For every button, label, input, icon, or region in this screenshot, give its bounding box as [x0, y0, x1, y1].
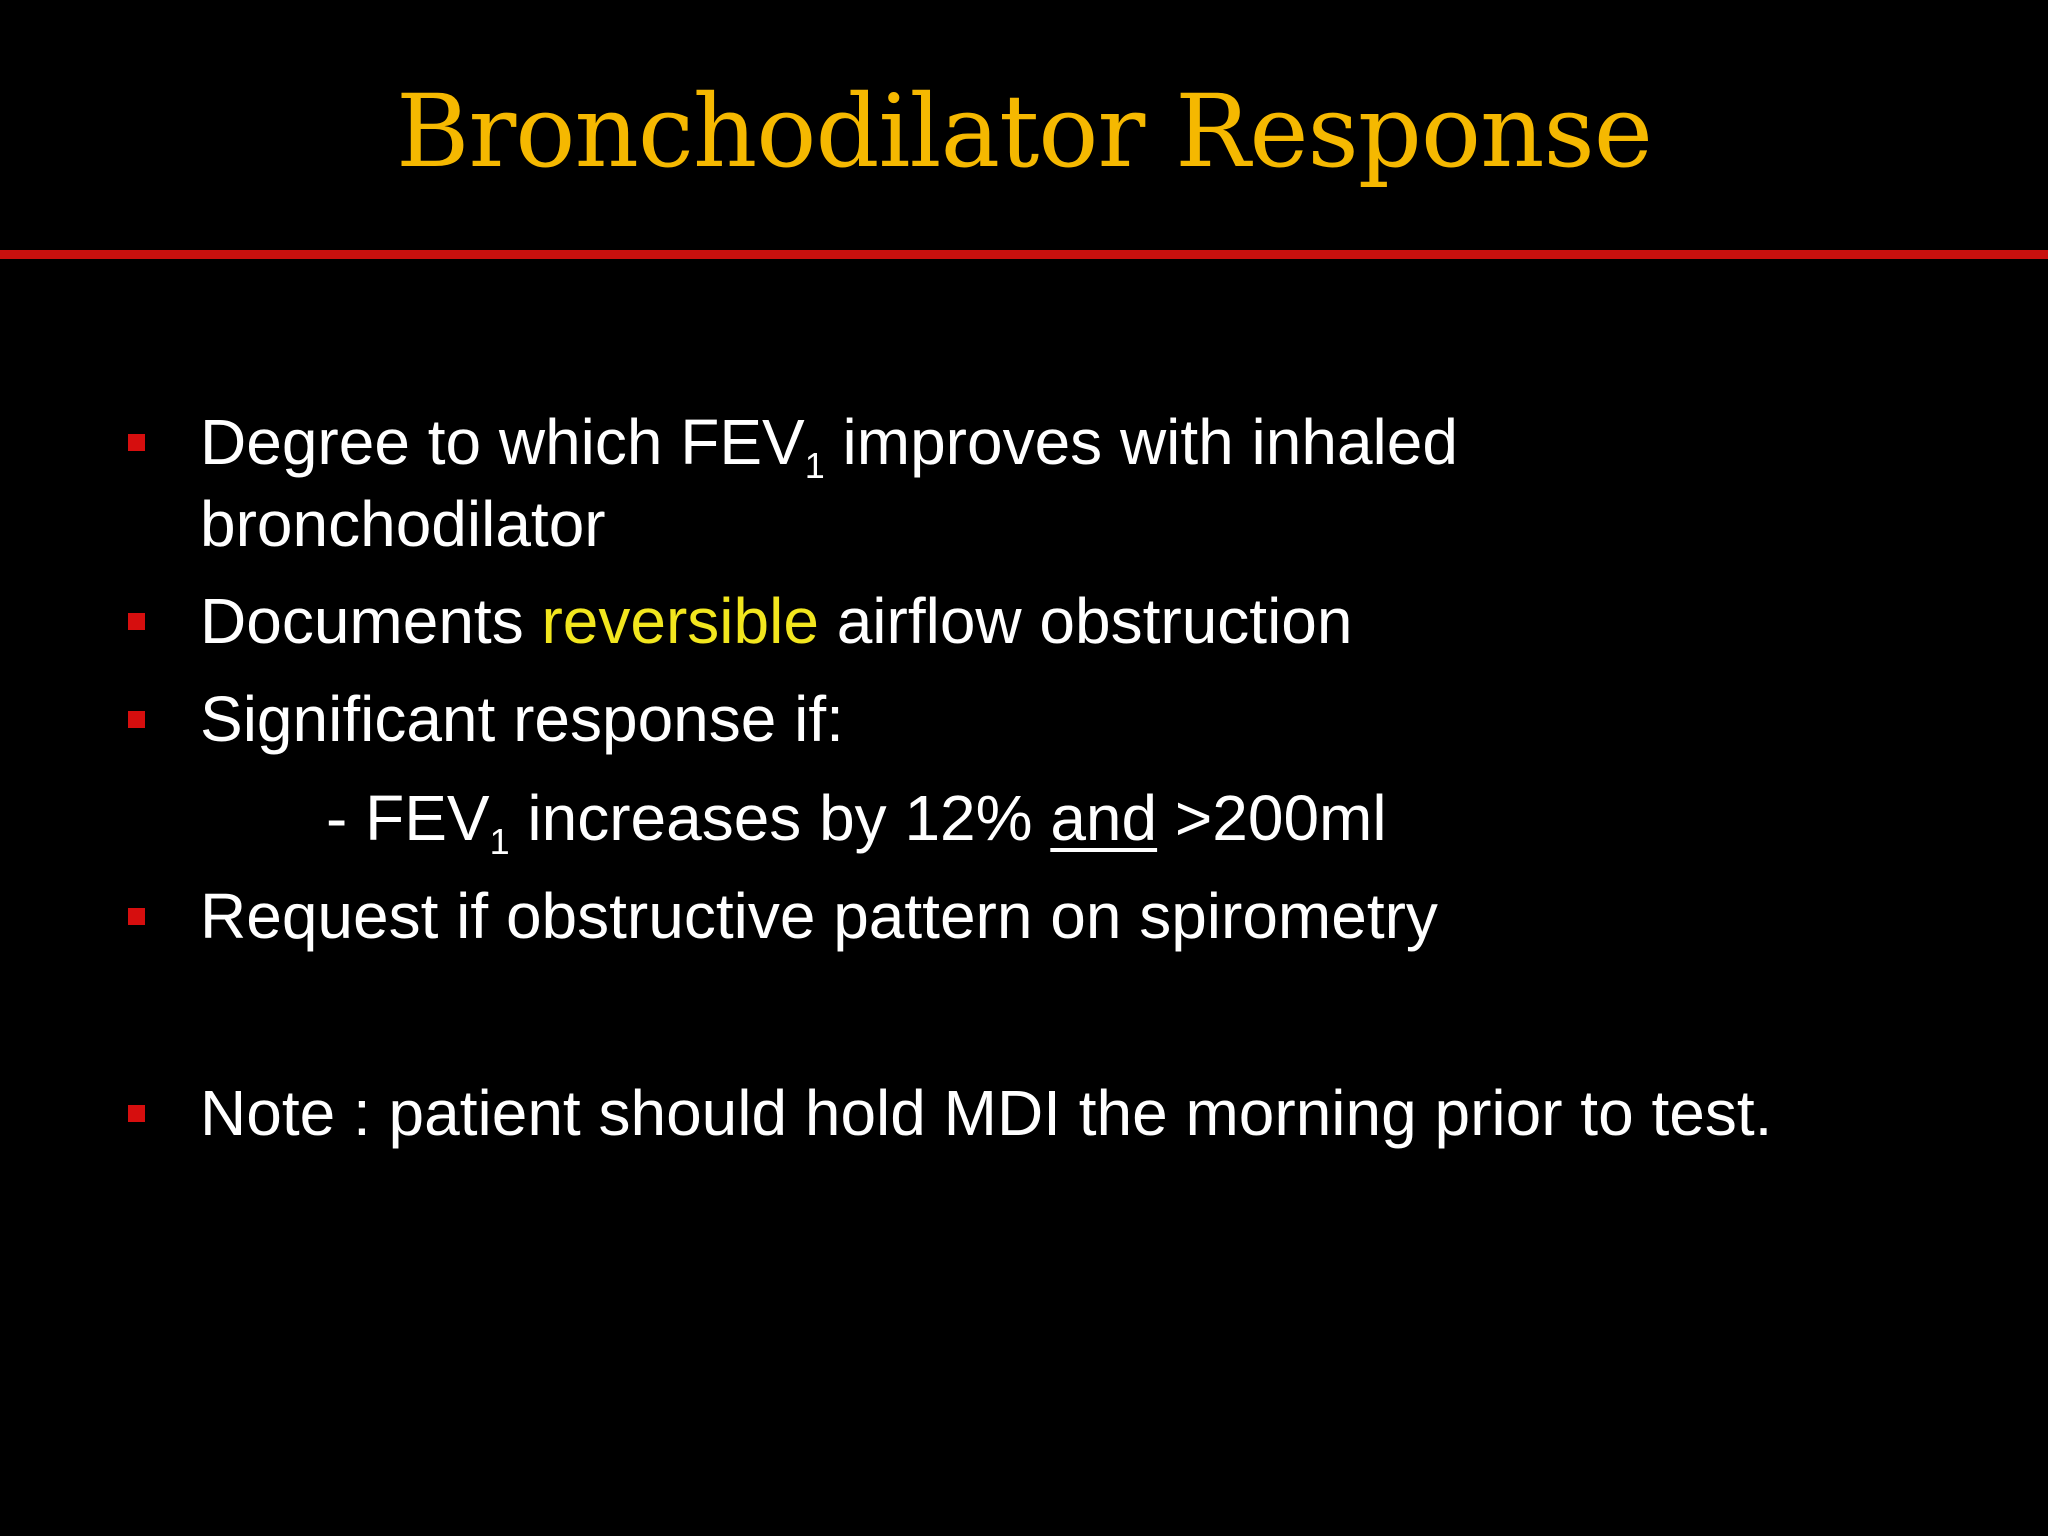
bullet-marker-icon — [128, 711, 145, 728]
highlighted-word: reversible — [541, 585, 819, 657]
title-divider — [0, 250, 2048, 259]
bullet-text-part: Documents — [200, 585, 542, 657]
sub-text-part: increases by 12% — [509, 782, 1051, 854]
underlined-word: and — [1050, 782, 1158, 854]
bullet-text-part: airflow obstruction — [818, 585, 1353, 657]
bullet-text-continuation: bronchodilator — [200, 488, 606, 560]
bullet-text: Note : patient should hold MDI the morning prior to test. — [200, 1077, 1773, 1149]
slide-title: Bronchodilator Response — [395, 73, 1652, 190]
bullet-text — [200, 400, 2000, 484]
bullet-text: Significant response if: — [200, 683, 844, 755]
bullet-marker-icon — [128, 434, 145, 451]
bullet-text: Request if obstructive pattern on spirometry — [200, 880, 1438, 952]
bullet-text-part: Degree to which FEV — [200, 406, 805, 478]
subscript: 1 — [804, 445, 825, 486]
bullet-marker-icon — [128, 1105, 145, 1122]
sub-criterion — [326, 776, 1926, 860]
sub-text-part: >200ml — [1157, 782, 1387, 854]
bullet-text-part: improves with inhaled — [824, 406, 1458, 478]
bullet-text — [200, 579, 2000, 663]
sub-text-part: - FEV — [326, 782, 490, 854]
bullet-marker-icon — [128, 613, 145, 630]
bullet-marker-icon — [128, 908, 145, 925]
subscript: 1 — [489, 821, 510, 862]
